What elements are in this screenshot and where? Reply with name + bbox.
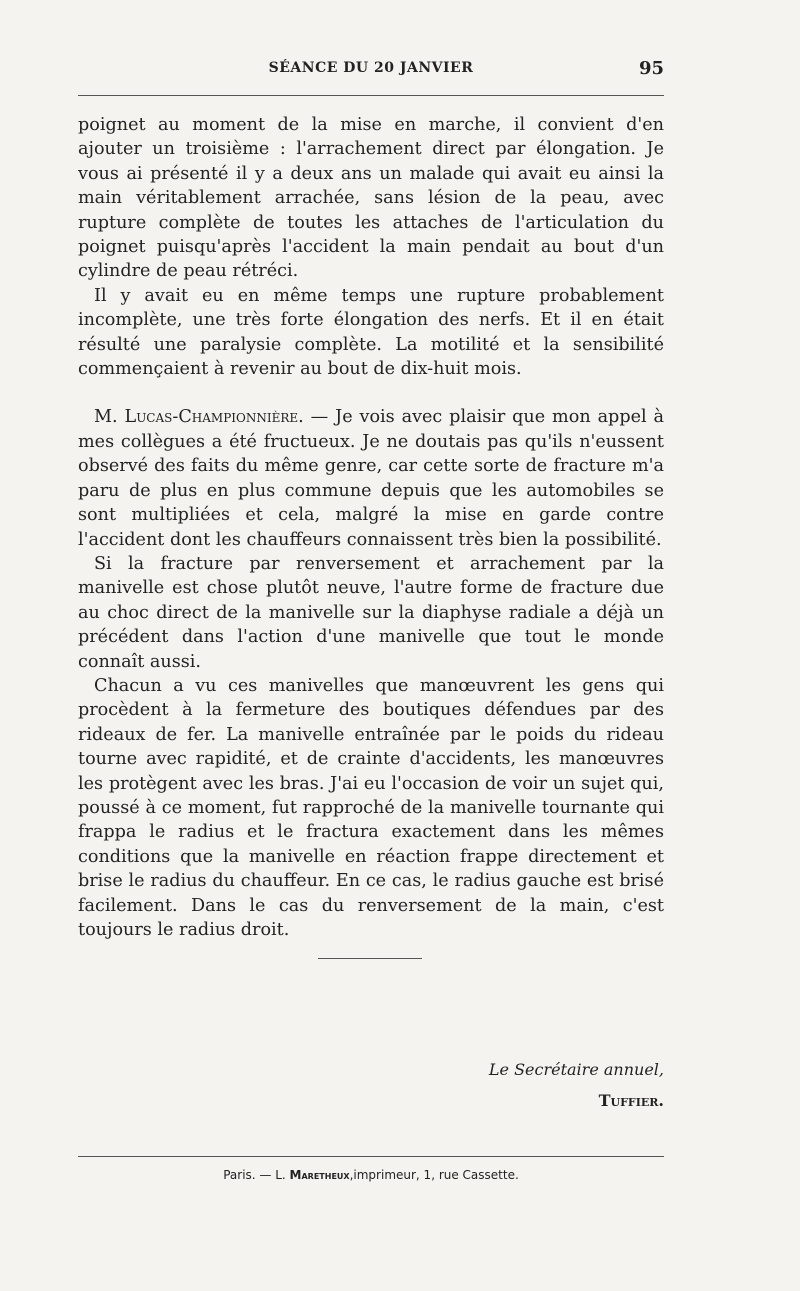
- paragraph-5: Chacun a vu ces manivelles que manœuvrent les gens qui procèdent à la fermeture des boutiques défendues par des rideaux de fer. La manivelle entraînée par le poids du rideau tourne avec rapidité, et de crainte d'accidents, les manœuvres les protègent avec les bras. J'ai eu l'occasion de voir un sujet qui, poussé à ce moment, fut rapproché de la manivelle tournante qui frappa le radius et le fractura exactement dans les mêmes conditions que la manivelle en réaction frappe directement et brise le radius du chauffeur. En ce cas, le radius gauche est brisé facilement. Dans le cas du renversement de la main, c'est toujours le radius droit.: [78, 675, 664, 940]
- running-header: [78, 58, 664, 84]
- footer-rule: [78, 1156, 664, 1157]
- speaker-name: M. Lucas-Championnière.: [94, 407, 304, 428]
- paragraph-3: [78, 405, 664, 551]
- body-text: [78, 113, 664, 942]
- paragraph-3-text: — Je vois avec plaisir que mon appel à mes collègues a été fructueux. Je ne doutais pas qu'ils n'eussent observé des faits du même genre, car cette sorte de fracture m'a paru de plus en plus commune depuis que les automobiles se sont multipliées et cela, malgré la mise en garde contre l'accident dont les chauffeurs connaissent très bien la possibilité.: [78, 407, 665, 550]
- printer-imprint: [78, 1168, 664, 1182]
- paragraph-1: poignet au moment de la mise en marche, il convient d'en ajouter un troisième : l'arrachement direct par élongation. Je vous ai présenté il y a deux ans un malade qui avait eu ainsi la main véritablement arrachée, sans lésion de la peau, avec rupture complète de toutes les attaches de l'articulation du poignet puisqu'après l'accident la main pendait au bout d'un cylindre de peau rétréci.: [78, 115, 664, 282]
- signature-title: Le Secrétaire annuel,: [488, 1060, 664, 1079]
- signature-name: Tuffier.: [598, 1091, 664, 1110]
- page-number: 95: [638, 58, 664, 79]
- paragraph-2: Il y avait eu en même temps une rupture probablement incomplète, une très forte élongation des nerfs. Et il en était résulté une paralysie complète. La motilité et la sensibilité commençaient à revenir au bout de dix-huit mois.: [78, 285, 664, 380]
- paragraph-4: Si la fracture par renversement et arrachement par la manivelle est chose plutôt neuve, l'autre forme de fracture due au choc direct de la manivelle sur la diaphyse radiale a déjà un précédent dans l'action d'une manivelle que tout le monde connaît aussi.: [78, 553, 664, 672]
- signature-block: [489, 1060, 664, 1110]
- printer-city: Paris. — L.: [223, 1168, 286, 1182]
- section-separator: [318, 958, 422, 959]
- running-title: SÉANCE DU 20 JANVIER: [268, 60, 474, 76]
- printer-address: ,imprimeur, 1, rue Cassette.: [349, 1168, 519, 1182]
- printer-name: Maretheux: [289, 1168, 350, 1182]
- header-rule: [78, 95, 664, 96]
- paragraph-spacer: [78, 381, 664, 405]
